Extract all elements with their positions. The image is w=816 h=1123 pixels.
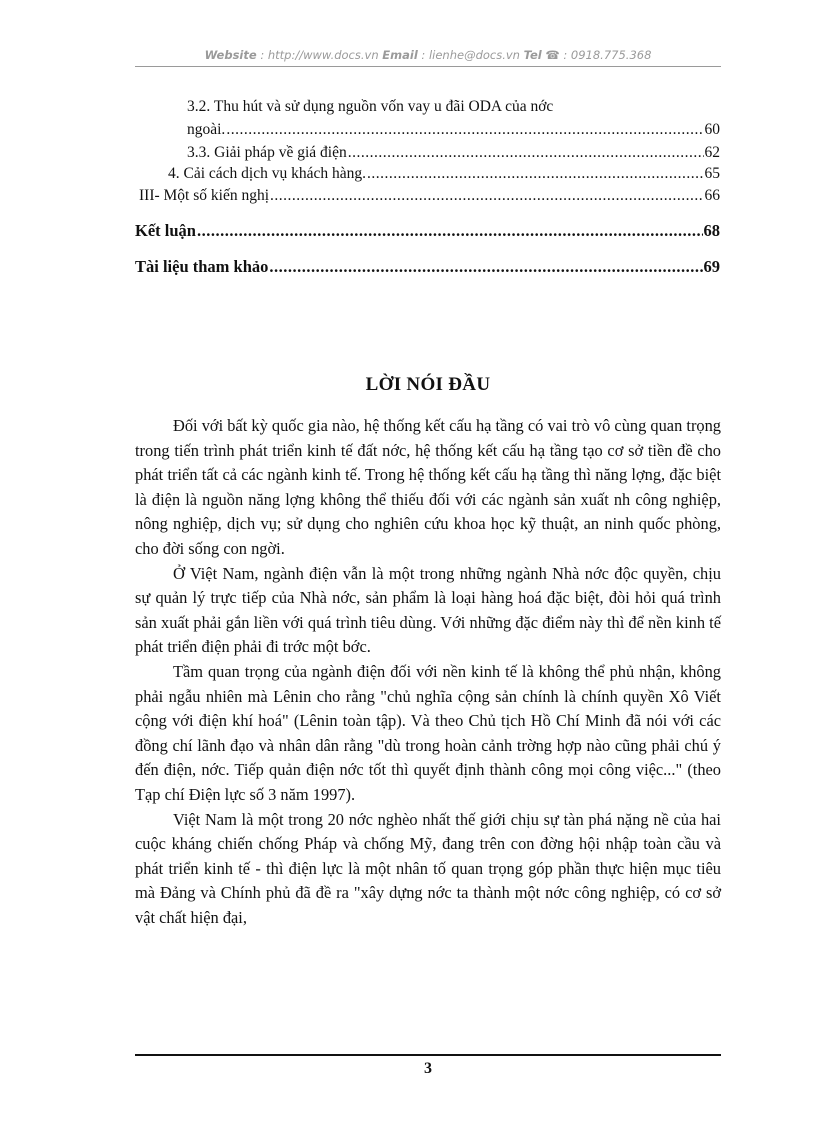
toc-leader-dots bbox=[226, 121, 703, 139]
website-label: Website bbox=[204, 48, 257, 62]
toc-leader-dots bbox=[269, 257, 702, 277]
paragraph: Ở Việt Nam, ngành điện vẫn là một trong những ngành Nhà nớc độc quyền, chịu sự quản lý trực tiếp của Nhà nớc, sản phẩm là loại hàng hoá đặc biệt, đòi hỏi quá trình sản xuất phải gắn liền với quá trình tiêu dùng. Với những đặc điểm này thì để nền kinh tế phát triển điện phải đi trớc một bớc. bbox=[135, 563, 721, 657]
paragraph: Đối với bất kỳ quốc gia nào, hệ thống kết cấu hạ tầng có vai trò vô cùng quan trọng trong tiến trình phát triển kinh tế đất nớc, hệ thống kết cấu hạ tầng tạo cơ sở tiền đề cho phát triển tất cả các ngành kinh tế. Trong hệ thống kết cấu hạ tầng thì năng lợng, đặc biệt là điện là nguồn năng lợng không thể thiếu đối với các ngành sản xuất nh công nghiệp, nông nghiệp, dịch vụ; sử dụng cho nghiên cứu khoa học kỹ thuật, an ninh quốc phòng, cho đời sống con ngời. bbox=[135, 416, 721, 558]
toc-page-number: 62 bbox=[704, 144, 720, 161]
toc-page-number: 69 bbox=[703, 257, 720, 276]
body-text bbox=[135, 414, 721, 930]
toc-item-3-3 bbox=[187, 144, 720, 162]
toc-ket-luan bbox=[135, 221, 720, 241]
email-value[interactable]: : lienhe@docs.vn bbox=[421, 48, 520, 62]
toc-item-label: 4. Cải cách dịch vụ khách hàng. bbox=[168, 165, 366, 182]
toc-item-III bbox=[139, 187, 720, 205]
email-label: Email bbox=[382, 48, 418, 62]
phone-icon: ☎ bbox=[545, 48, 560, 62]
tel-value: : 0918.775.368 bbox=[563, 48, 652, 62]
tel-label: Tel bbox=[523, 48, 542, 62]
header-divider bbox=[135, 66, 721, 67]
paragraph: Tầm quan trọng của ngành điện đối với nền kinh tế là không thể phủ nhận, không phải ngẫu nhiên mà Lênin cho rằng "chủ nghĩa cộng sản chính là chính quyền Xô Viết cộng với điện khí hoá" (Lênin toàn tập). Và theo Chủ tịch Hồ Chí Minh đã nói với các đồng chí lãnh đạo và nhân dân rằng "dù trong hoàn cảnh trờng hợp nào cũng phải chú ý đến điện, nớc. Tiếp quản điện nớc tốt thì quyết định thành công mọi công việc..." (theo Tạp chí Điện lực số 3 năm 1997). bbox=[135, 661, 721, 804]
toc-leader-dots bbox=[367, 165, 704, 183]
page-number: 3 bbox=[424, 1060, 432, 1077]
toc-leader-dots bbox=[348, 144, 704, 162]
toc-item-3-2-line1: 3.2. Thu hút và sử dụng nguồn vốn vay u đãi ODA của nớc bbox=[187, 98, 554, 115]
toc-page-number: 60 bbox=[704, 121, 720, 138]
paragraph: Việt Nam là một trong 20 nớc nghèo nhất thế giới chịu sự tàn phá nặng nề của hai cuộc kháng chiến chống Pháp và chống Mỹ, đang trên con đờng hội nhập toàn cầu và phát triển kinh tế - thì điện lực là một nhân tố quan trọng góp phần thực hiện mục tiêu mà Đảng và Chính phủ đã đề ra "xây dựng nớc ta thành một nớc công nghiệp, có cơ sở vật chất hiện đại, bbox=[135, 809, 721, 927]
footer-divider bbox=[135, 1054, 721, 1056]
toc-tai-lieu bbox=[135, 257, 720, 277]
toc-item-label: Kết luận bbox=[135, 221, 196, 240]
toc-item-label: 3.3. Giải pháp về giá điện bbox=[187, 144, 347, 161]
toc-item-label: III- Một số kiến nghị bbox=[139, 187, 270, 204]
toc-item-4 bbox=[168, 165, 720, 183]
section-title: LỜI NÓI ĐẦU bbox=[365, 374, 491, 395]
toc-leader-dots bbox=[270, 187, 703, 205]
toc-item-3-2-label: ngoài. bbox=[187, 121, 226, 138]
page-header bbox=[135, 48, 721, 62]
toc-leader-dots bbox=[197, 221, 703, 241]
toc-page-number: 65 bbox=[704, 165, 720, 182]
toc-item-label: Tài liệu tham khảo bbox=[135, 257, 269, 276]
toc-page-number: 68 bbox=[703, 221, 720, 240]
toc-page-number: 66 bbox=[704, 187, 720, 204]
toc-item-3-2 bbox=[187, 121, 720, 139]
website-value[interactable]: : http://www.docs.vn bbox=[260, 48, 379, 62]
